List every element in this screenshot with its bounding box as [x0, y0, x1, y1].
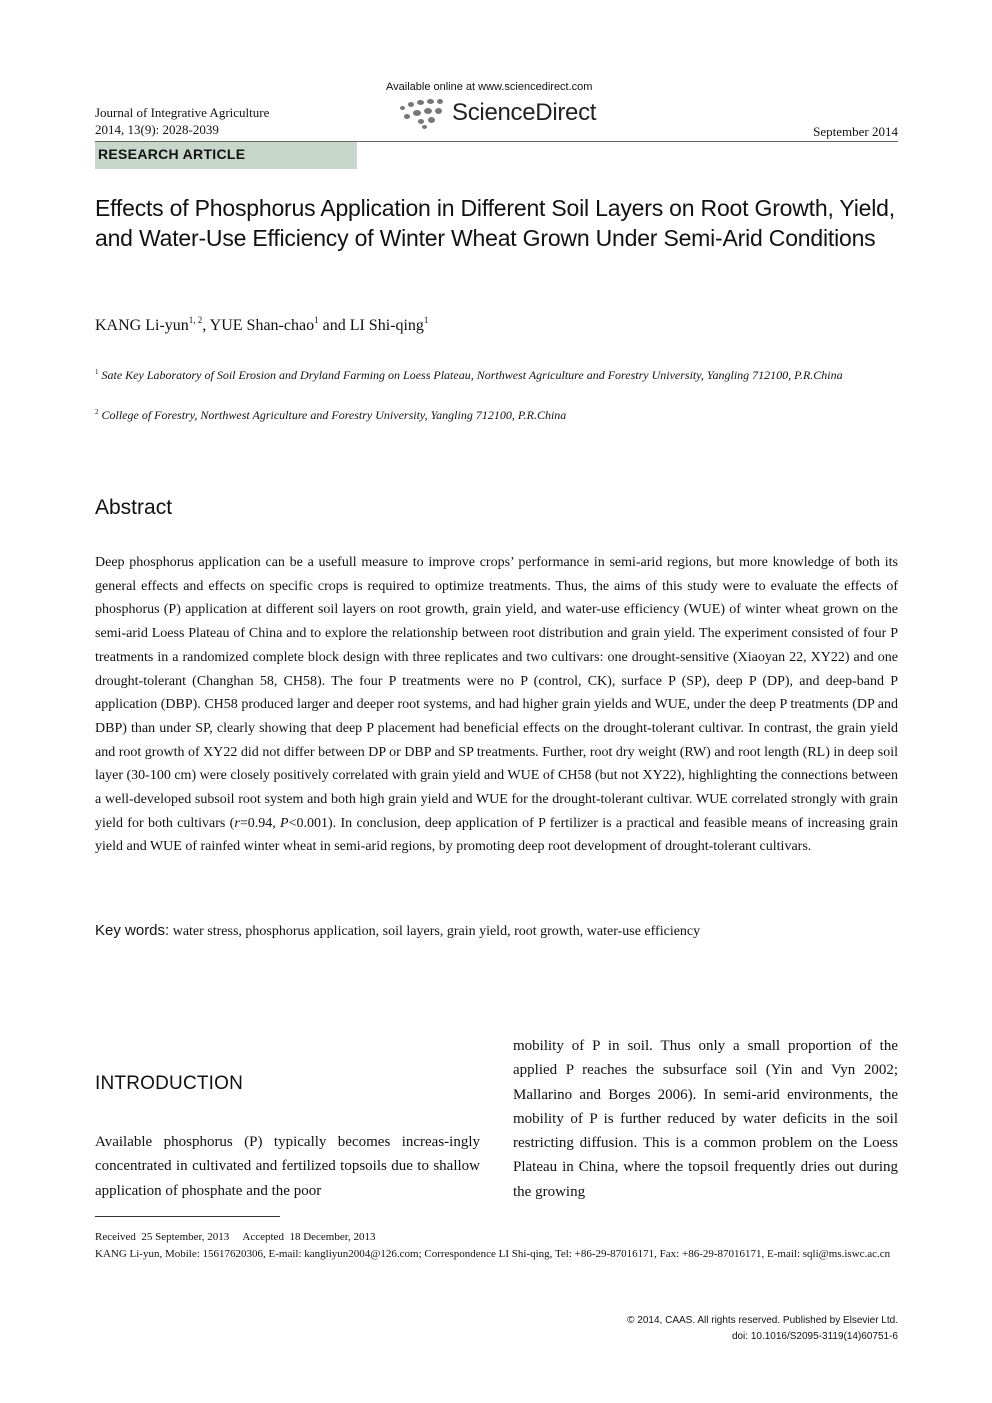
available-online-text[interactable]: Available online at www.sciencedirect.com — [386, 81, 593, 93]
copyright-line: © 2014, CAAS. All rights reserved. Published by Elsevier Ltd. — [627, 1315, 898, 1326]
affiliation-2: $^2$ College of Forestry, Northwest Agriculture and Forestry University, Yangling 712100, P.R.China — [95, 408, 567, 422]
keywords-label: Key words: — [95, 922, 170, 939]
sciencedirect-dots-icon — [398, 96, 448, 130]
author-affiliation-mark: 1, 2 — [188, 315, 203, 325]
author-affiliation-mark: 1 — [314, 315, 319, 325]
introduction-column-left: Available phosphorus (P) typically becomes increas-ingly concentrated in cultivated and fertilized topsoils due to shallow application of phosphate and the poor — [95, 1134, 480, 1199]
received-accepted-dates: Received 25 September, 2013 Accepted 18 December, 2013 — [95, 1231, 376, 1243]
journal-issue: 2014, 13(9): 2028-2039 — [95, 122, 219, 137]
abstract-heading: Abstract — [95, 496, 173, 519]
publication-date: September 2014 — [813, 124, 898, 139]
author-name: LI Shi-qing — [349, 317, 424, 334]
introduction-column-right: mobility of P in soil. Thus only a small proportion of the applied P reaches the subsurface soil (Yin and Vyn 2002; Mallarino and Borges 2006). In semi-arid environments, the mobility of P is further reduced by water deficits in the soil restricting diffusion. This is a common problem on the Loess Plateau in China, where the topsoil frequently dries out during the growing — [513, 1038, 898, 1200]
copyright-block — [627, 1313, 898, 1345]
introduction-heading: INTRODUCTION — [95, 1073, 244, 1094]
author-name: KANG Li-yun — [95, 317, 189, 334]
journal-name: Journal of Integrative Agriculture — [95, 105, 270, 120]
affiliation-1: $^1$ Sate Key Laboratory of Soil Erosion and Dryland Farming on Loess Plateau, Northwest Agriculture and Forestry University, Yangling 712100, P.R.China — [95, 368, 843, 382]
sciencedirect-wordmark: ScienceDirect — [452, 99, 597, 126]
author-name: YUE Shan-chao — [209, 317, 315, 334]
author-affiliation-mark: 1 — [423, 315, 429, 325]
paper-title: Effects of Phosphorus Application in Different Soil Layers on Root Growth, Yield, and Water-Use Efficiency of Winter Wheat Grown Under Semi-Arid Conditions — [95, 195, 895, 251]
keywords — [95, 922, 898, 940]
author-list: KANG Li-yun$^{1, 2}$, YUE Shan-chao$^1$ and LI Shi-qing$^1$ — [95, 315, 429, 334]
correspondence-info: KANG Li-yun, Mobile: 15617620306, E-mail: kangliyun2004@126.com; Correspondence LI Shi-qing, Tel: +86-29-87016171, Fax: +86-29-87016171, E-mail: sqli@ms.iswc.ac.cn — [95, 1248, 891, 1260]
abstract-body: Deep phosphorus application can be a usefull measure to improve crops’ performance in semi-arid regions, but more knowledge of both its general effects and effects on specific crops is required to optimize treatments. Thus, the aims of this study were to evaluate the effects of phosphorus (P) application at different soil layers on root growth, grain yield, and water-use efficiency (WUE) of winter wheat grown on the semi-arid Loess Plateau of China and to explore the relationship between root distribution and grain yield. The experiment consisted of four P treatments in a randomized complete block design with three replicates and two cultivars: one drought-sensitive (Xiaoyan 22, XY22) and one drought-tolerant (Changhan 58, CH58). The four P treatments were no P (control, CK), surface P (SP), deep P (DP), and deep-band P application (DBP). CH58 produced larger and deeper root systems, and had higher grain yields and WUE, under the deep P treatments (DP and DBP) than under SP, clearly showing that deep P placement had beneficial effects on the drought-tolerant cultivar. In contrast, the grain yield and root growth of XY22 did not differ between DP or DBP and SP treatments. Further, root dry weight (RW) and root length (RL) in deep soil layer (30-100 cm) were closely positively correlated with grain yield and WUE of CH58 (but not XY22), highlighting the connections between a well-developed subsoil root system and both high grain yield and WUE for the drought-tolerant cultivar. WUE correlated strongly with grain yield for both cultivars (r=0.94, P<0.001). In conclusion, deep application of P fertilizer is a practical and feasible means of increasing grain yield and WUE of rainfed winter wheat in semi-arid regions, by promoting deep root development of drought-tolerant cultivars. — [95, 555, 898, 855]
journal-info — [95, 104, 269, 138]
keywords-list: water stress, phosphorus application, soil layers, grain yield, root growth, water-use efficiency — [169, 924, 701, 939]
doi-line[interactable]: doi: 10.1016/S2095-3119(14)60751-6 — [731, 1331, 898, 1342]
article-type-banner: RESEARCH ARTICLE — [95, 142, 357, 169]
sciencedirect-logo[interactable] — [398, 96, 596, 130]
footnote-rule — [95, 1216, 280, 1217]
